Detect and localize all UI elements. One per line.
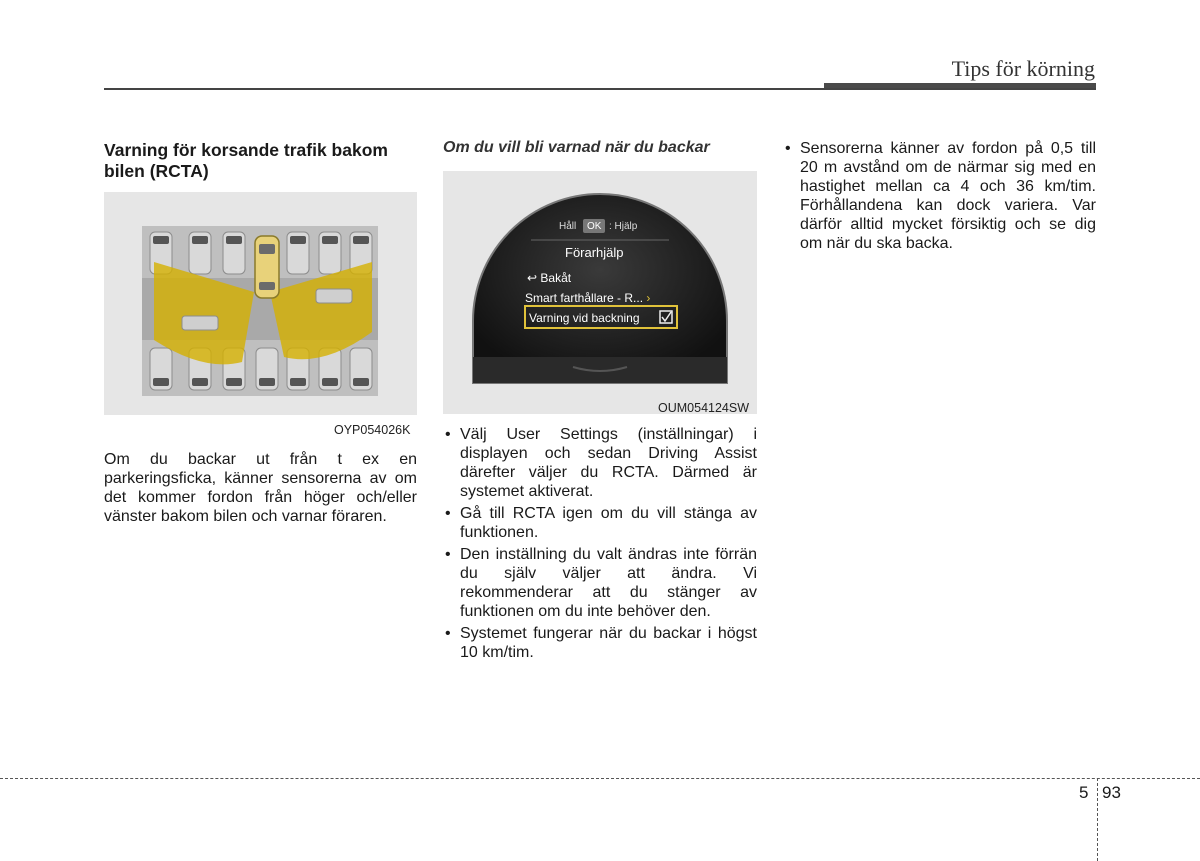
figure-code: OUM054124SW — [658, 401, 750, 415]
menu-item-smart-label: Smart farthållare - R... — [525, 291, 644, 305]
hint-hold: Håll — [559, 221, 577, 232]
menu-item-back — [527, 271, 571, 285]
chapter-number: 5 — [1079, 783, 1089, 802]
list-item: • Systemet fungerar när du backar i högst 10 km/tim. — [443, 624, 757, 662]
parking-lot-illustration — [104, 192, 417, 415]
screen-title: Förarhjälp — [565, 245, 624, 260]
list-item: • Gå till RCTA igen om du vill stänga av funktionen. — [443, 504, 757, 542]
section-heading: Varning för korsande trafik bakom bilen (RCTA) — [104, 140, 388, 181]
chevron-right-icon: › — [646, 291, 651, 305]
footer-divider — [1097, 778, 1098, 861]
header-rule — [104, 88, 1096, 90]
list-item: • Den inställning du valt ändras inte förrän du själv väljer att ändra. Vi rekommenderar att du stänger av funktionen om du inte behöver den. — [443, 545, 757, 621]
list-item: • Sensorerna känner av fordon på 0,5 till 20 m avstånd om de närmar sig med en hastighet mellan ca 4 och 36 km/tim. Förhållandena kan dock variera. Var därför alltid mycket försiktig och se dig om när du ska backa. — [783, 139, 1096, 253]
running-header: Tips för körning — [951, 56, 1095, 81]
back-arrow-icon: ↩ — [527, 271, 538, 285]
page-number: 93 — [1102, 783, 1121, 802]
menu-item-rcta: Varning vid backning — [529, 311, 640, 325]
body-paragraph: Om du backar ut från t ex en parkeringsficka, känner sensorerna av om det kommer fordon från höger och/eller vänster bakom bilen och varnar föraren. — [104, 451, 417, 525]
instruction-list — [443, 425, 757, 665]
cluster-display-figure — [443, 171, 757, 414]
hint-ok: OK — [587, 221, 602, 232]
note-list — [783, 139, 1096, 256]
list-item: • Välj User Settings (inställningar) i displayen och sedan Driving Assist därefter väljer du RCTA. Därmed är systemet aktiverat. — [443, 425, 757, 501]
rcta-parking-figure — [104, 192, 417, 415]
menu-item-back-label: Bakåt — [540, 271, 572, 285]
subheading: Om du vill bli varnad när du backar — [443, 139, 710, 156]
menu-item-smart-cruise — [525, 291, 650, 305]
hint-help: : Hjälp — [609, 221, 638, 232]
footer-rule — [0, 778, 1200, 779]
figure-code: OYP054026K — [334, 423, 411, 437]
